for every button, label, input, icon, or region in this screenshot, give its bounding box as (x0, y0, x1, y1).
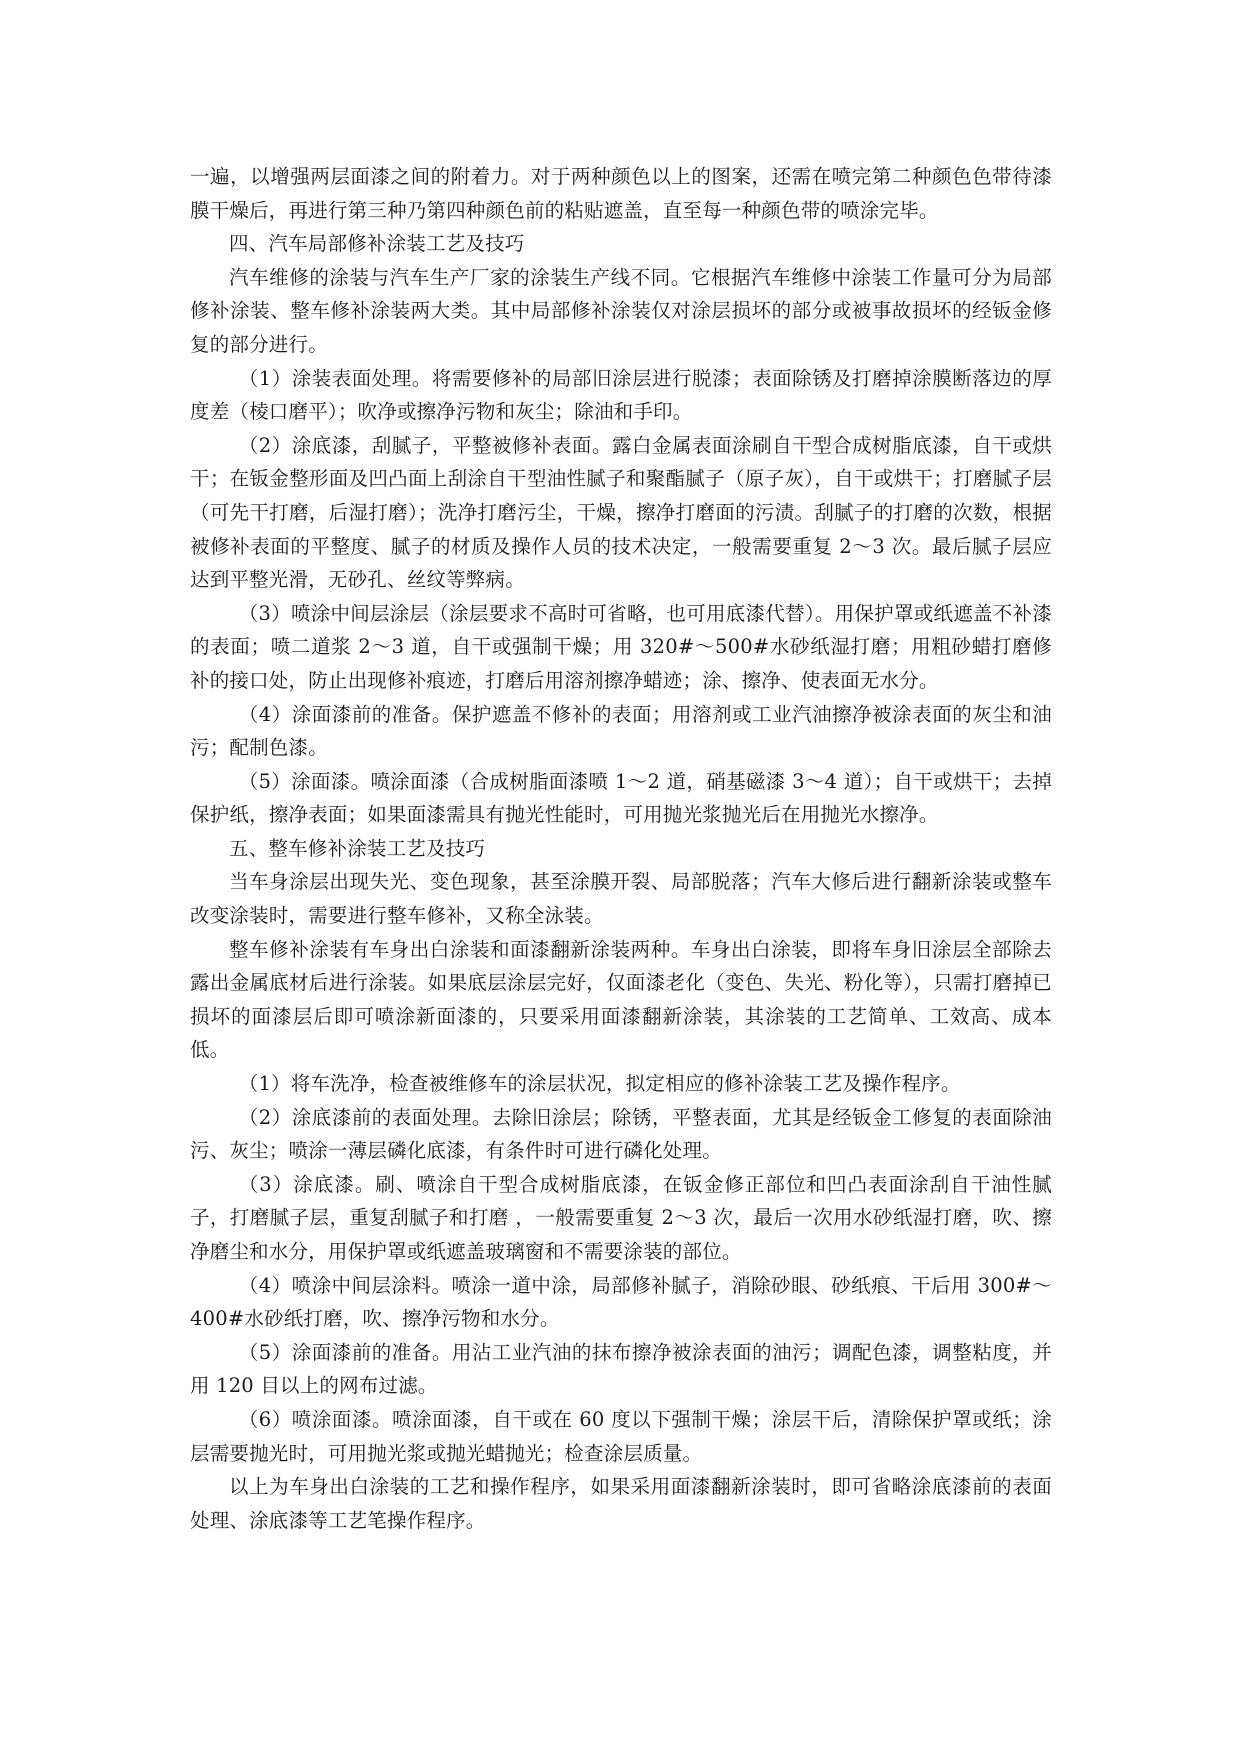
paragraph-summary: 以上为车身出白涂装的工艺和操作程序，如果采用面漆翻新涂装时，即可省略涂底漆前的表面处理、涂底漆等工艺笔操作程序。 (190, 1475, 1052, 1532)
list-item: （2）涂底漆前的表面处理。去除旧涂层；除锈，平整表面，尤其是经钣金工修复的表面除油污、灰尘；喷涂一薄层磷化底漆，有条件时可进行磷化处理。 (190, 1105, 1052, 1163)
list-item: （4）喷涂中间层涂料。喷涂一道中涂，局部修补腻子，消除砂眼、砂纸痕、干后用 300#～400#水砂纸打磨，吹、擦净污物和水分。 (190, 1273, 1052, 1331)
list-item: （3）涂底漆。刷、喷涂自干型合成树脂底漆，在钣金修正部位和凹凸表面涂刮自干油性腻子，打磨腻子层，重复刮腻子和打磨 ，一般需要重复 2～3 次，最后一次用水砂纸湿打磨，吹、擦净磨尘和水分，用保护罩或纸遮盖玻璃窗和不需要涂装的部位。 (190, 1172, 1052, 1263)
document-body (190, 160, 1052, 1537)
list-item: （6）喷涂面漆。喷涂面漆，自干或在 60 度以下强制干燥；涂层干后，清除保护罩或纸；涂层需要抛光时，可用抛光浆或抛光蜡抛光；检查涂层质量。 (190, 1407, 1052, 1465)
list-item: （2）涂底漆，刮腻子，平整被修补表面。露白金属表面涂刷自干型合成树脂底漆，自干或烘干；在钣金整形面及凹凸面上刮涂自干型油性腻子和聚酯腻子（原子灰），自干或烘干；打磨腻子层（可先干打磨，后湿打磨）；洗净打磨污尘，干燥，擦净打磨面的污渍。刮腻子的打磨的次数，根据被修补表面的平整度、腻子的材质及操作人员的技术决定，一般需要重复 2～3 次。最后腻子层应达到平整光滑，无砂孔、丝纹等弊病。 (190, 433, 1052, 592)
section-heading-4: 四、汽车局部修补涂装工艺及技巧 (229, 232, 525, 256)
paragraph: 当车身涂层出现失光、变色现象，甚至涂膜开裂、局部脱落；汽车大修后进行翻新涂装或整车改变涂装时，需要进行整车修补，又称全泳装。 (190, 870, 1052, 928)
list-item: （1）涂装表面处理。将需要修补的局部旧涂层进行脱漆；表面除锈及打磨掉涂膜断落边的厚度差（棱口磨平）；吹净或擦净污物和灰尘；除油和手印。 (190, 366, 1052, 424)
paragraph: 汽车维修的涂装与汽车生产厂家的涂装生产线不同。它根据汽车维修中涂装工作量可分为局部修补涂装、整车修补涂装两大类。其中局部修补涂装仅对涂层损坏的部分或被事故损坏的经钣金修复的部分进行。 (190, 265, 1052, 356)
list-item: （4）涂面漆前的准备。保护遮盖不修补的表面；用溶剂或工业汽油擦净被涂表面的灰尘和油污；配制色漆。 (190, 702, 1052, 760)
list-item: （3）喷涂中间层涂层（涂层要求不高时可省略，也可用底漆代替）。用保护罩或纸遮盖不补漆的表面；喷二道浆 2～3 道，自干或强制干燥；用 320#～500#水砂纸湿打磨；用粗砂蜡打磨修补的接口处，防止出现修补痕迹，打磨后用溶剂擦净蜡迹；涂、擦净、使表面无水分。 (190, 601, 1052, 692)
list-item: （5）涂面漆。喷涂面漆（合成树脂面漆喷 1～2 道，硝基磁漆 3～4 道）；自干或烘干；去掉保护纸，擦净表面；如果面漆需具有抛光性能时，可用抛光浆抛光后在用抛光水擦净。 (190, 769, 1052, 827)
paragraph-continuation: 一遍，以增强两层面漆之间的附着力。对于两种颜色以上的图案，还需在喷完第二种颜色色带待漆膜干燥后，再进行第三种乃第四种颜色前的粘贴遮盖，直至每一种颜色带的喷涂完毕。 (190, 165, 1052, 222)
list-item: （5）涂面漆前的准备。用沾工业汽油的抹布擦净被涂表面的油污；调配色漆，调整粘度，并用 120 目以上的网布过滤。 (190, 1340, 1052, 1398)
section-heading-5: 五、整车修补涂装工艺及技巧 (229, 836, 486, 860)
list-item: （1）将车洗净，检查被维修车的涂层状况，拟定相应的修补涂装工艺及操作程序。 (238, 1072, 961, 1096)
paragraph: 整车修补涂装有车身出白涂装和面漆翻新涂装两种。车身出白涂装，即将车身旧涂层全部除去露出金属底材后进行涂装。如果底层涂层完好，仅面漆老化（变色、失光、粉化等），只需打磨掉已损坏的面漆层后即可喷涂新面漆的，只要采用面漆翻新涂装，其涂装的工艺简单、工效高、成本低。 (190, 937, 1052, 1062)
